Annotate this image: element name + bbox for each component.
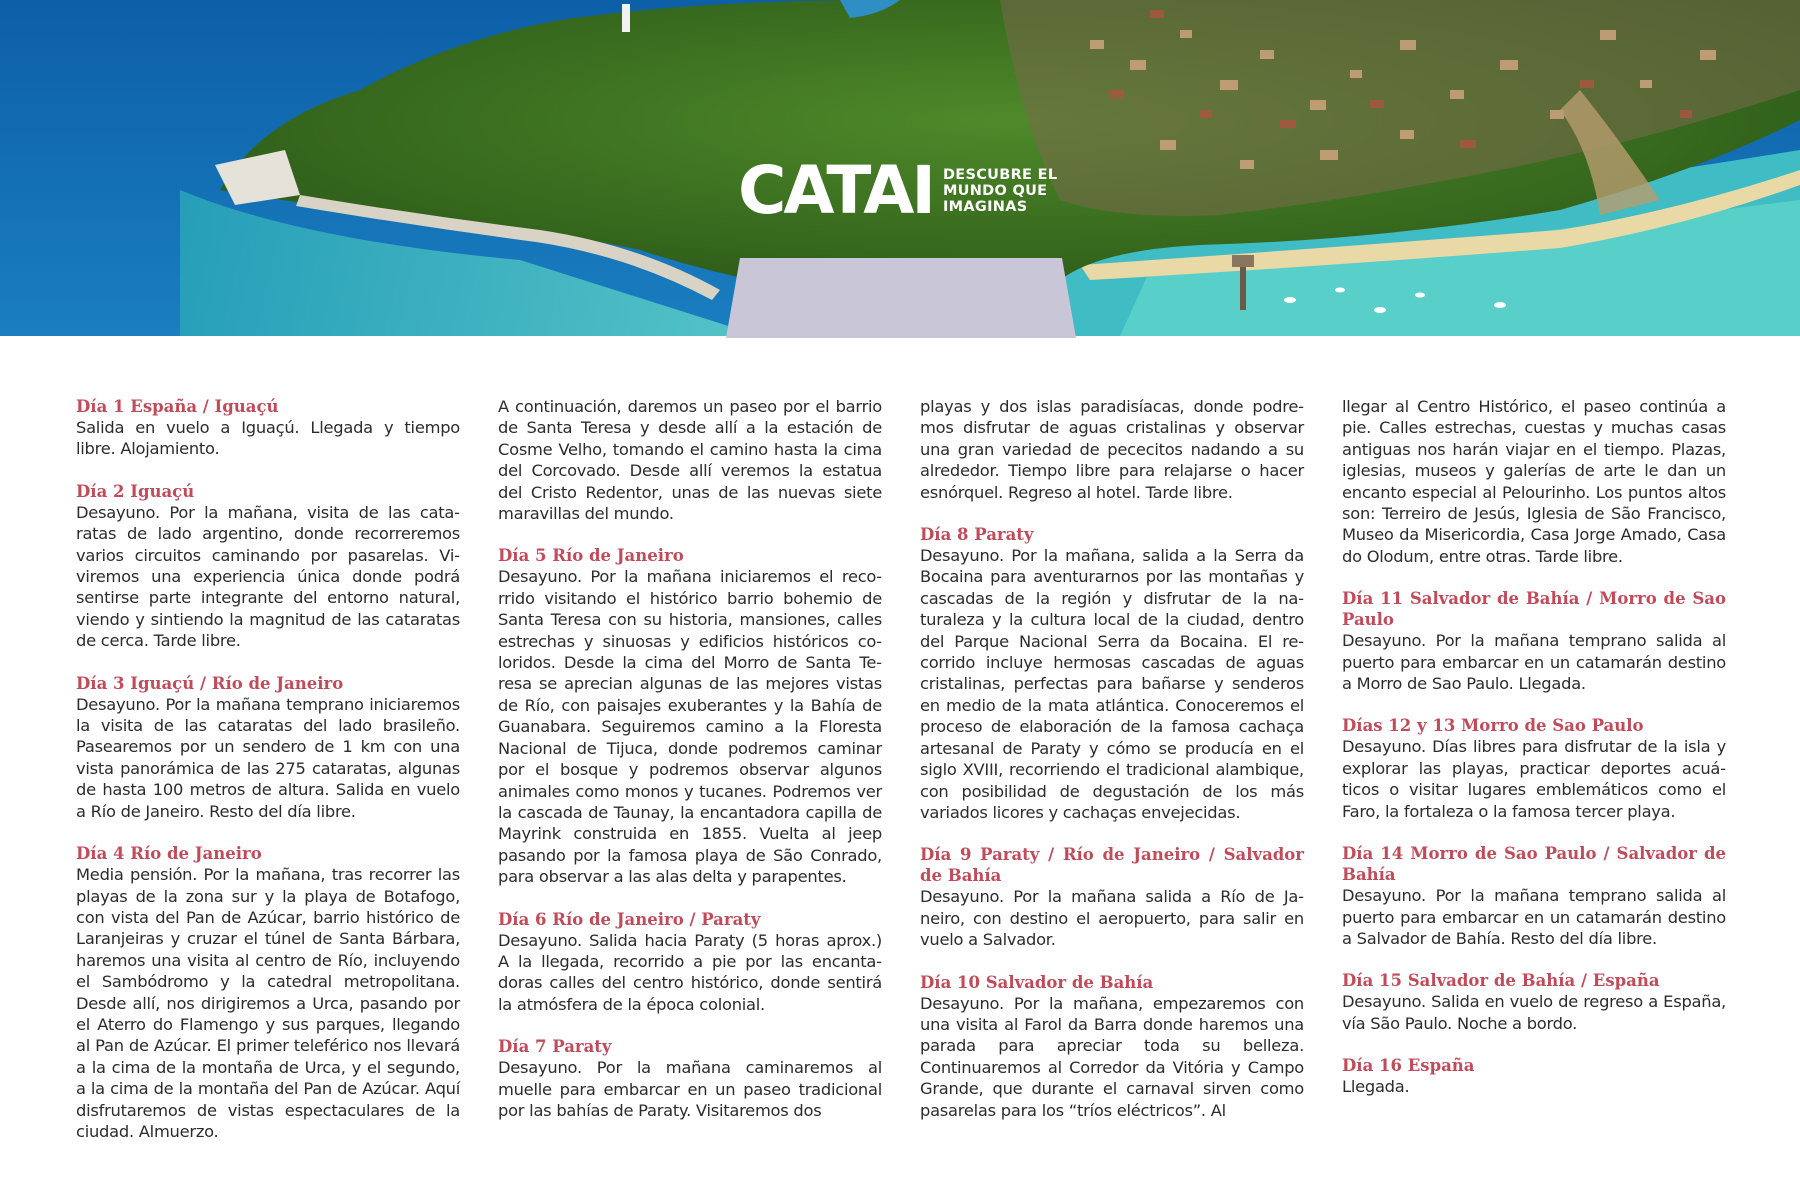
day-title: Día 8 Paraty bbox=[920, 525, 1034, 545]
day-title: Día 10 Salvador de Bahía bbox=[920, 972, 1154, 992]
day-text: Desayuno. Por la mañana caminaremos al muelle para embarcar en un paseo tradicional por las bahías de Paraty. Visitaremos dos bbox=[498, 1058, 882, 1120]
itinerary-day bbox=[1342, 970, 1726, 1034]
tagline-line: IMAGINAS bbox=[942, 199, 1028, 215]
column-3 bbox=[920, 396, 1304, 1142]
itinerary-day bbox=[920, 524, 1304, 823]
itinerary-day bbox=[498, 909, 882, 1016]
day-title: Día 1 España / Iguaçú bbox=[76, 397, 279, 416]
day-text: Desayuno. Por la mañana iniciaremos el recorrido visitando el histórico barrio bohemio de Santa Teresa con su historia, mansiones, calles estrechas y sinuosas y edificios históricos coloridos. Desde la cima del Morro de Santa Teresa se aprecian algunas de las mejores vistas de Río, con paisajes exuberantes y la Bahía de Guanabara. Seguiremos camino a la Floresta Nacional de Tijuca, donde podremos caminar por el bosque y podremos observar algunos animales como monos y tucanes. Podremos ver la cascada de Taunay, la encantadora capilla de Mayrink construida en 1855. Vuelta al jeep pasando por la famosa playa de São Conrado, para observar a las alas delta y parapentes. bbox=[498, 567, 882, 887]
day-text: Desayuno. Por la mañana temprano iniciaremos la visita de las cataratas del lado brasileño. Pasearemos por un sendero de 1 km con una vista panorámica de las 275 cataratas, algunas de hasta 100 metros de altura. Salida en vuelo a Río de Janeiro. Resto del día libre. bbox=[76, 694, 460, 821]
day-title: Día 5 Río de Janeiro bbox=[498, 546, 684, 566]
day-title: Día 4 Río de Janeiro bbox=[76, 844, 262, 864]
day-title: Día 14 Morro de Sao Paulo / Salvador de Bahía bbox=[1342, 844, 1726, 885]
brand-tagline bbox=[943, 167, 1057, 215]
day-title: Día 16 España bbox=[1342, 1056, 1475, 1076]
continued-text bbox=[1342, 396, 1726, 567]
day-title: Día 2 Iguaçú bbox=[76, 481, 195, 501]
day-title: Día 9 Paraty / Río de Janeiro / Salvador de Bahía bbox=[920, 845, 1304, 886]
itinerary-day bbox=[498, 1036, 882, 1121]
itinerary-day bbox=[76, 481, 460, 652]
day-text: Desayuno. Por la mañana, empezaremos con una visita al Farol da Barra donde haremos una parada para apreciar toda su belleza. Continuaremos al Corredor da Vitória y Campo Grande, que durante el carnaval sirven como pasarelas para los “tríos eléctricos”. Al bbox=[920, 993, 1304, 1120]
day-title: Día 3 Iguaçú / Río de Janeiro bbox=[76, 673, 344, 693]
lead-text: A continuación, daremos un paseo por el barrio de Santa Teresa y desde allí a la estación de Cosme Velho, tomando el camino hasta la cima del Corcovado. Desde allí veremos la estatua del Cristo Redentor, unas de las nuevas siete maravillas del mundo. bbox=[498, 397, 882, 524]
day-text: Desayuno. Días libres para disfrutar de la isla y explorar las playas, practicar deportes acuáticos o visitar lugares emblemáticos como el Faro, la fortaleza o la famosa tercer playa. bbox=[1342, 737, 1726, 821]
day-text: Desayuno. Salida en vuelo de regreso a España, vía São Paulo. Noche a bordo. bbox=[1342, 992, 1726, 1033]
day-text: Media pensión. Por la mañana, tras recorrer las playas de la zona sur y la playa de Botafogo, con vista del Pan de Azúcar, barrio histórico de Laranjeiras y cruzar el túnel de Santa Bárbara, haremos una visita al centro de Río, incluyendo el Sambódromo y la catedral metropolitana. Desde allí, nos dirigiremos a Urca, pasando por el Aterro do Flamengo y sus parques, llegando al Pan de Azúcar. El primer teleférico nos llevará a la cima de la montaña de Urca, y el segundo, a la cima de la montaña del Pan de Azúcar. Aquí disfrutaremos de vistas espectaculares de la ciudad. Almuerzo. bbox=[76, 865, 460, 1141]
tagline-line: DESCUBRE EL bbox=[942, 167, 1058, 183]
itinerary-day bbox=[76, 673, 460, 822]
column-2 bbox=[498, 396, 882, 1142]
itinerary-day bbox=[498, 545, 882, 887]
brand-name: CATAI bbox=[738, 152, 933, 229]
header-tab bbox=[726, 258, 1076, 338]
day-text: Desayuno. Por la mañana salida a Río de Janeiro, con destino el aeropuerto, para salir en vuelo a Salvador. bbox=[920, 887, 1304, 950]
itinerary-day bbox=[76, 396, 460, 460]
brand-logo bbox=[738, 152, 1058, 229]
tagline-line: MUNDO QUE bbox=[942, 183, 1048, 199]
day-text: Desayuno. Por la mañana, salida a la Serra da Bocaina para aventurarnos por las montañas y cascadas de la región y disfrutar de la naturaleza y la cultura local de la ciudad, dentro del Parque Nacional Serra da Bocaina. El recorrido incluye hermosas cascadas de aguas cristalinas, perfectas para bañarse y senderos en medio de la mata atlántica. Conoceremos el proceso de elaboración de la famosa cachaça artesanal de Paraty y cómo se producía en el siglo XVIII, recorriendo el tradicional alambique, con posibilidad de degustación de los más variados licores y cachaças envejecidas. bbox=[920, 546, 1304, 822]
itinerary-day bbox=[76, 843, 460, 1142]
continued-text bbox=[498, 396, 882, 524]
column-4 bbox=[1342, 396, 1726, 1119]
day-text: Desayuno. Por la mañana temprano salida al puerto para embarcar en un catamarán destino a Salvador de Bahía. Resto del día libre. bbox=[1342, 886, 1726, 948]
day-title: Días 12 y 13 Morro de Sao Paulo bbox=[1342, 716, 1644, 736]
day-text: Llegada. bbox=[1342, 1077, 1410, 1097]
continued-text bbox=[920, 396, 1304, 503]
column-1 bbox=[76, 396, 460, 1163]
day-title: Día 6 Río de Janeiro / Paraty bbox=[498, 909, 761, 929]
day-title: Día 11 Salvador de Bahía / Morro de Sao Paulo bbox=[1342, 589, 1726, 630]
day-title: Día 7 Paraty bbox=[498, 1037, 612, 1057]
itinerary-day bbox=[1342, 843, 1726, 949]
day-text: Desayuno. Por la mañana temprano salida al puerto para embarcar en un catamarán destino a Morro de Sao Paulo. Llegada. bbox=[1342, 631, 1726, 694]
itinerary-day bbox=[920, 972, 1304, 1121]
itinerary-day bbox=[1342, 588, 1726, 694]
lead-text: playas y dos islas paradisíacas, donde podremos disfrutar de aguas cristalinas y observar una gran variedad de pececitos nadando a su alrededor. Tiempo libre para relajarse o hacer esnórquel. Regreso al hotel. Tarde libre. bbox=[920, 397, 1304, 502]
day-text: Desayuno. Por la mañana, visita de las cataratas de lado argentino, donde recorreremos varios circuitos caminando por pasarelas. Viviremos una experiencia única donde podrá sentirse parte integrante del entorno natural, viendo y sintiendo la magnitud de las cataratas de cerca. Tarde libre. bbox=[76, 502, 460, 651]
day-text: Salida en vuelo a Iguaçú. Llegada y tiempo libre. Alojamiento. bbox=[76, 418, 460, 459]
itinerary-day bbox=[920, 844, 1304, 950]
itinerary-day bbox=[1342, 715, 1726, 822]
day-title: Día 15 Salvador de Bahía / España bbox=[1342, 971, 1660, 991]
itinerary-day bbox=[1342, 1055, 1726, 1097]
lead-text: llegar al Centro Histórico, el paseo continúa a pie. Calles estrechas, cuestas y muchas casas antiguas nos harán viajar en el tiempo. Plazas, iglesias, museos y galerías de arte le dan un encanto especial al Pelourinho. Los puntos altos son: Terreiro de Jesús, Iglesia de São Francisco, Museo da Misericordia, Casa Jorge Amado, Casa do Olodum, entre otras. Tarde libre. bbox=[1342, 397, 1726, 566]
day-text: Desayuno. Salida hacia Paraty (5 horas aprox.) A la llegada, recorrido a pie por las encantadoras calles del centro histórico, donde sentirá la atmósfera de la época colonial. bbox=[498, 930, 882, 1014]
